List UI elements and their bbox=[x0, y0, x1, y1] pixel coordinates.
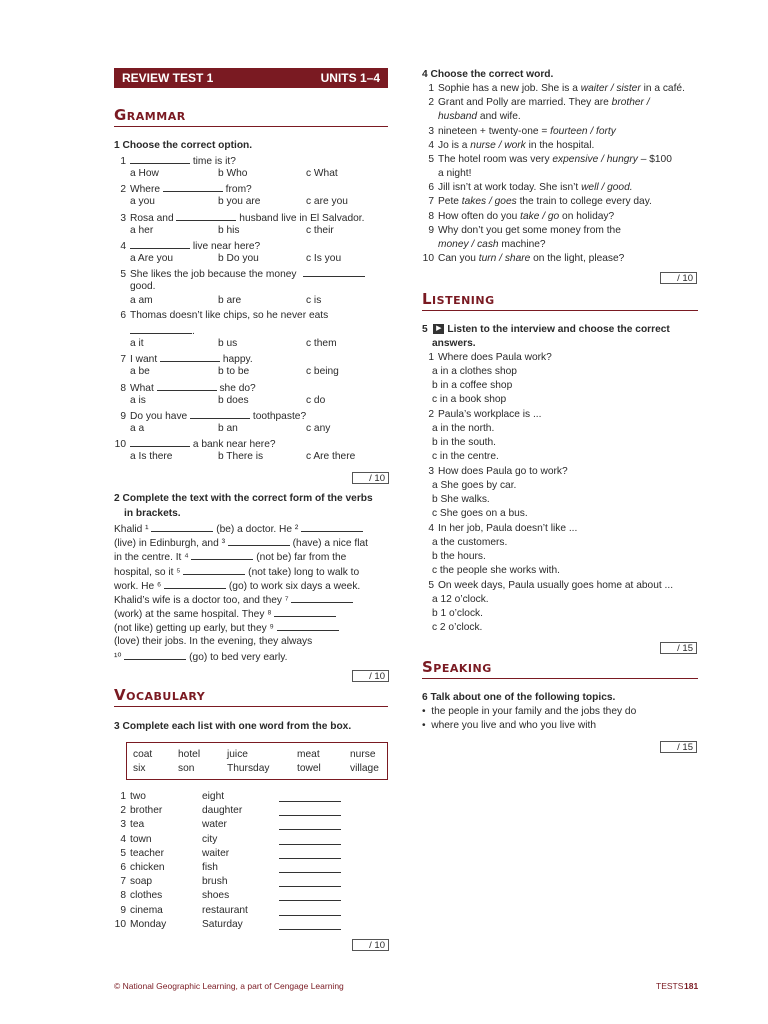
option-a: a you bbox=[130, 196, 155, 207]
answer-blank bbox=[277, 620, 339, 631]
question-text: In her job, Paula doesn’t like ... bbox=[438, 523, 578, 534]
ex5-instruction-line2: answers. bbox=[432, 338, 476, 349]
ex4-item-2-cont: husband and wife. bbox=[438, 111, 521, 122]
option-a: a How bbox=[130, 168, 159, 179]
option-c: c the people she works with. bbox=[432, 565, 560, 576]
word-1: soap bbox=[130, 876, 153, 888]
row-number: 5 bbox=[120, 847, 126, 859]
ex5-score: / 15 bbox=[660, 642, 697, 654]
option-c: c in a book shop bbox=[432, 394, 507, 405]
box-word: nurse bbox=[350, 749, 376, 760]
ex1-instruction: 1 Choose the correct option. bbox=[114, 140, 253, 151]
ex4-item-6: 6 Jill isn’t at work today. She isn’t well / good. bbox=[428, 182, 633, 193]
box-word: Thursday bbox=[227, 763, 270, 774]
ex3-row bbox=[114, 918, 166, 932]
question-text-start: She likes the job because the money bbox=[130, 269, 300, 280]
question-text: Paula’s workplace is ... bbox=[438, 409, 542, 420]
word-2: restaurant bbox=[202, 904, 248, 916]
option-b: b in a coffee shop bbox=[432, 380, 513, 391]
ex6-bullet-2: • where you live and who you live with bbox=[422, 720, 597, 731]
row-number: 6 bbox=[120, 862, 126, 873]
ex3-row bbox=[114, 889, 162, 903]
ex5-number: 5 bbox=[422, 324, 428, 335]
ex2-instruction-line2: in brackets. bbox=[124, 508, 181, 519]
option-a: a in the north. bbox=[432, 423, 495, 434]
option-a: a am bbox=[130, 295, 153, 306]
answer-blank bbox=[279, 858, 341, 859]
ex4-item-10: 10 Can you turn / share on the light, please? bbox=[422, 253, 625, 264]
answer-blank bbox=[151, 521, 213, 532]
ex2-text: ¹⁰ bbox=[114, 651, 125, 663]
ex5-instruction-line1 bbox=[422, 323, 670, 337]
answer-blank bbox=[124, 649, 186, 660]
option-c: c them bbox=[306, 338, 337, 349]
option-c: c their bbox=[306, 225, 334, 236]
ex3-row bbox=[114, 875, 152, 889]
banner-units: UNITS 1–4 bbox=[320, 71, 380, 85]
question-number: 1 bbox=[428, 352, 434, 363]
ex2-text-line bbox=[114, 649, 287, 665]
option-b: b She walks. bbox=[432, 494, 490, 505]
option-a: a in a clothes shop bbox=[432, 366, 517, 377]
question-text-start: Thomas doesn’t like chips, so he never eats bbox=[130, 310, 329, 321]
option-b: b Do you bbox=[218, 253, 259, 264]
option-c: c do bbox=[306, 395, 326, 406]
ex4-instruction: 4 Choose the correct word. bbox=[422, 69, 554, 80]
box-word: juice bbox=[227, 749, 248, 760]
ex4-item-3: 3 nineteen + twenty-one = fourteen / forty bbox=[428, 126, 616, 137]
row-number: 10 bbox=[114, 918, 126, 930]
ex2-text: (go) to bed very early. bbox=[186, 651, 288, 663]
ex2-text: (not like) getting up early, but they ⁹ bbox=[114, 623, 277, 635]
option-a: a a bbox=[130, 423, 145, 434]
question-text-end: . bbox=[192, 326, 195, 337]
question-text: Where does Paula work? bbox=[438, 352, 552, 363]
option-c: c She goes on a bus. bbox=[432, 508, 528, 519]
option-b: b There is bbox=[218, 451, 264, 462]
word-box bbox=[126, 742, 388, 780]
row-number: 7 bbox=[120, 876, 126, 888]
listening-question bbox=[422, 579, 673, 593]
word-2: fish bbox=[202, 862, 218, 873]
option-a: a Is there bbox=[130, 451, 173, 462]
ex2-instruction-line1: 2 Complete the text with the correct form of the verbs bbox=[114, 493, 373, 504]
ex4-score: / 10 bbox=[660, 272, 697, 284]
word-2: daughter bbox=[202, 805, 243, 817]
option-a: a it bbox=[130, 338, 144, 349]
ex2-text: (not be) far from the bbox=[253, 552, 347, 564]
listening-question bbox=[422, 522, 577, 536]
option-b: b the hours. bbox=[432, 551, 486, 562]
ex2-text: hospital, so it ⁵ bbox=[114, 566, 184, 578]
ex2-text: (be) a doctor. He ² bbox=[213, 524, 299, 535]
answer-blank bbox=[303, 266, 365, 277]
answer-blank bbox=[157, 380, 217, 391]
review-test-banner bbox=[114, 68, 388, 88]
question-text-start: Do you have bbox=[130, 411, 191, 422]
word-1: tea bbox=[130, 819, 145, 831]
box-word: village bbox=[350, 763, 379, 774]
ex2-text-line bbox=[114, 635, 312, 649]
word-2: waiter bbox=[202, 847, 230, 859]
answer-blank bbox=[279, 844, 341, 845]
answer-blank bbox=[279, 872, 341, 873]
box-word: hotel bbox=[178, 749, 201, 760]
word-2: Saturday bbox=[202, 918, 243, 930]
question-number: 4 bbox=[120, 241, 126, 252]
ex2-text: Khalid’s wife is a doctor too, and they ⁷ bbox=[114, 595, 292, 606]
option-b: b Who bbox=[218, 168, 248, 179]
word-1: town bbox=[130, 833, 152, 845]
word-1: brother bbox=[130, 805, 163, 817]
speaking-heading: Speaking bbox=[422, 658, 698, 679]
question-text-start: Rosa and bbox=[130, 213, 177, 224]
ex2-text: in the centre. It ⁴ bbox=[114, 552, 192, 564]
option-a: a She goes by car. bbox=[432, 480, 517, 491]
box-word: son bbox=[178, 763, 195, 774]
ex4-item-5: 5 The hotel room was very expensive / hungry – $100 bbox=[428, 154, 672, 165]
question-number: 9 bbox=[120, 411, 126, 422]
option-b: b 1 o’clock. bbox=[432, 608, 483, 619]
answer-blank bbox=[183, 564, 245, 575]
answer-blank bbox=[279, 900, 341, 901]
question-number: 7 bbox=[120, 354, 126, 365]
answer-blank bbox=[279, 929, 341, 930]
ex4-item-7: 7 Pete takes / goes the train to college every day. bbox=[428, 196, 652, 207]
box-word: meat bbox=[297, 749, 320, 760]
question-text: On week days, Paula usually goes home at about ... bbox=[438, 580, 674, 591]
ex2-text: (love) their jobs. In the evening, they always bbox=[114, 635, 313, 647]
word-2: shoes bbox=[202, 890, 230, 902]
option-b: b an bbox=[218, 423, 238, 434]
ex3-row bbox=[114, 790, 146, 804]
ex3-row bbox=[114, 833, 152, 847]
answer-blank bbox=[279, 915, 341, 916]
question-text: How does Paula go to work? bbox=[438, 466, 568, 477]
vocabulary-heading: Vocabulary bbox=[114, 686, 388, 707]
box-word: coat bbox=[133, 749, 153, 760]
ex4-item-1: 1 Sophie has a new job. She is a waiter / sister in a café. bbox=[428, 83, 685, 94]
ex3-row bbox=[114, 861, 165, 875]
question-number: 8 bbox=[120, 383, 126, 394]
row-number: 4 bbox=[120, 833, 126, 845]
answer-blank bbox=[291, 592, 353, 603]
ex6-instruction: 6 Talk about one of the following topics. bbox=[422, 692, 616, 703]
ex4-item-4: 4 Jo is a nurse / work in the hospital. bbox=[428, 140, 595, 151]
question-text-end: a bank near here? bbox=[190, 439, 276, 450]
answer-blank bbox=[279, 829, 341, 830]
word-1: two bbox=[130, 791, 146, 802]
question-text-start: Where bbox=[130, 184, 163, 195]
answer-blank bbox=[130, 153, 190, 164]
question-number: 3 bbox=[120, 213, 126, 224]
ex3-row bbox=[114, 904, 163, 918]
question-number: 3 bbox=[428, 466, 434, 477]
option-c: c Is you bbox=[306, 253, 342, 264]
answer-blank bbox=[130, 436, 190, 447]
grammar-heading: Grammar bbox=[114, 106, 388, 127]
row-number: 2 bbox=[120, 805, 126, 817]
word-1: Monday bbox=[130, 918, 167, 930]
word-1: teacher bbox=[130, 847, 164, 859]
question-text-start: I want bbox=[130, 354, 161, 365]
word-2: eight bbox=[202, 791, 225, 802]
row-number: 1 bbox=[120, 791, 126, 802]
option-a: a be bbox=[130, 366, 150, 377]
option-c: c What bbox=[306, 168, 338, 179]
ex4-item-9: 9 Why don’t you get some money from the bbox=[428, 225, 621, 236]
option-a: a the customers. bbox=[432, 537, 508, 548]
word-1: chicken bbox=[130, 862, 165, 873]
question-text-end: time is it? bbox=[190, 156, 236, 167]
listening-question bbox=[422, 465, 568, 479]
answer-blank bbox=[190, 408, 250, 419]
ex4-item-5-cont: a night! bbox=[438, 168, 472, 179]
answer-blank bbox=[130, 238, 190, 249]
ex2-text: (work) at the same hospital. They ⁸ bbox=[114, 609, 275, 621]
question-number: 10 bbox=[114, 439, 126, 450]
question-text-end: toothpaste? bbox=[250, 411, 307, 422]
ex5-instruction-text: Listen to the interview and choose the correct bbox=[447, 324, 670, 335]
answer-blank bbox=[191, 549, 253, 560]
question-number: 5 bbox=[428, 580, 434, 591]
ex6-bullet-1: • the people in your family and the jobs they do bbox=[422, 706, 637, 717]
option-b: b are bbox=[218, 295, 242, 306]
ex2-text: work. He ⁶ bbox=[114, 580, 165, 592]
question-text-end: happy. bbox=[220, 354, 253, 365]
question-text-end: live near here? bbox=[190, 241, 261, 252]
question-number: 2 bbox=[120, 184, 126, 195]
option-c: c Are there bbox=[306, 451, 356, 462]
option-c: c 2 o’clock. bbox=[432, 622, 483, 633]
word-1: clothes bbox=[130, 890, 163, 902]
question-text-end: she do? bbox=[216, 383, 256, 394]
listening-question bbox=[422, 408, 541, 422]
answer-blank bbox=[164, 578, 226, 589]
ex3-instruction: 3 Complete each list with one word from the box. bbox=[114, 721, 352, 732]
option-b: b to be bbox=[218, 366, 250, 377]
option-a: a Are you bbox=[130, 253, 174, 264]
answer-blank bbox=[160, 351, 220, 362]
ex2-text: (not take) long to walk to bbox=[245, 566, 360, 578]
copyright-footer: © National Geographic Learning, a part of Cengage Learning bbox=[114, 981, 344, 991]
ex4-item-8: 8 How often do you take / go on holiday? bbox=[428, 211, 615, 222]
ex1-score: / 10 bbox=[352, 472, 389, 484]
option-b: b does bbox=[218, 395, 249, 406]
answer-blank bbox=[279, 801, 341, 802]
option-c: c being bbox=[306, 366, 339, 377]
word-2: water bbox=[202, 819, 227, 831]
ex3-row bbox=[114, 818, 144, 832]
question-text-start: What bbox=[130, 383, 157, 394]
listening-question bbox=[422, 351, 552, 365]
option-a: a is bbox=[130, 395, 146, 406]
ex4-item-9-cont: money / cash machine? bbox=[438, 239, 546, 250]
row-number: 3 bbox=[120, 819, 126, 831]
question-text-end: from? bbox=[222, 184, 252, 195]
question-number: 5 bbox=[120, 269, 126, 280]
ex2-text: (go) to work six days a week. bbox=[226, 580, 361, 592]
answer-blank bbox=[228, 535, 290, 546]
option-b: b you are bbox=[218, 196, 261, 207]
ex6-bullet-2-text: where you live and who you live with bbox=[431, 720, 597, 731]
ex4-item-2: 2 Grant and Polly are married. They are brother / bbox=[428, 97, 650, 108]
option-c: c are you bbox=[306, 196, 348, 207]
answer-blank bbox=[130, 323, 192, 334]
question-number: 4 bbox=[428, 523, 434, 534]
banner-title: REVIEW TEST 1 bbox=[122, 71, 214, 85]
ex6-score: / 15 bbox=[660, 741, 697, 753]
question-continuation: good. bbox=[130, 281, 156, 292]
box-word: towel bbox=[297, 763, 321, 774]
question-number: 1 bbox=[120, 156, 126, 167]
page-number: 181 bbox=[684, 981, 699, 991]
option-b: b in the south. bbox=[432, 437, 497, 448]
option-c: c in the centre. bbox=[432, 451, 499, 462]
ex2-text: (live) in Edinburgh, and ³ bbox=[114, 538, 228, 550]
ex1-question bbox=[114, 309, 328, 323]
ex2-text: (have) a nice flat bbox=[289, 538, 368, 550]
row-number: 9 bbox=[120, 904, 126, 916]
option-b: b us bbox=[218, 338, 238, 349]
play-audio-icon[interactable]: ▶ bbox=[433, 324, 444, 334]
row-number: 8 bbox=[120, 890, 126, 902]
word-2: brush bbox=[202, 876, 228, 888]
footer-tests-label: TESTS bbox=[656, 981, 684, 991]
question-number: 2 bbox=[428, 409, 434, 420]
listening-heading: Listening bbox=[422, 290, 698, 311]
box-word: six bbox=[133, 763, 146, 774]
option-a: a her bbox=[130, 225, 154, 236]
ex3-score: / 10 bbox=[352, 939, 389, 951]
option-a: a 12 o’clock. bbox=[432, 594, 489, 605]
ex2-text: Khalid ¹ bbox=[114, 524, 152, 535]
question-text-end: husband live in El Salvador. bbox=[236, 213, 365, 224]
ex3-row bbox=[114, 804, 162, 818]
word-1: cinema bbox=[130, 904, 163, 916]
ex2-score: / 10 bbox=[352, 670, 389, 682]
answer-blank bbox=[279, 886, 341, 887]
answer-blank bbox=[176, 210, 236, 221]
word-2: city bbox=[202, 833, 218, 845]
ex3-row bbox=[114, 847, 164, 861]
option-c: c is bbox=[306, 295, 322, 306]
question-number: 6 bbox=[120, 310, 126, 321]
option-c: c any bbox=[306, 423, 331, 434]
answer-blank bbox=[163, 181, 223, 192]
answer-blank bbox=[301, 521, 363, 532]
ex6-bullet-1-text: the people in your family and the jobs they do bbox=[431, 706, 637, 717]
answer-blank bbox=[274, 606, 336, 617]
option-b: b his bbox=[218, 225, 240, 236]
answer-blank bbox=[279, 815, 341, 816]
